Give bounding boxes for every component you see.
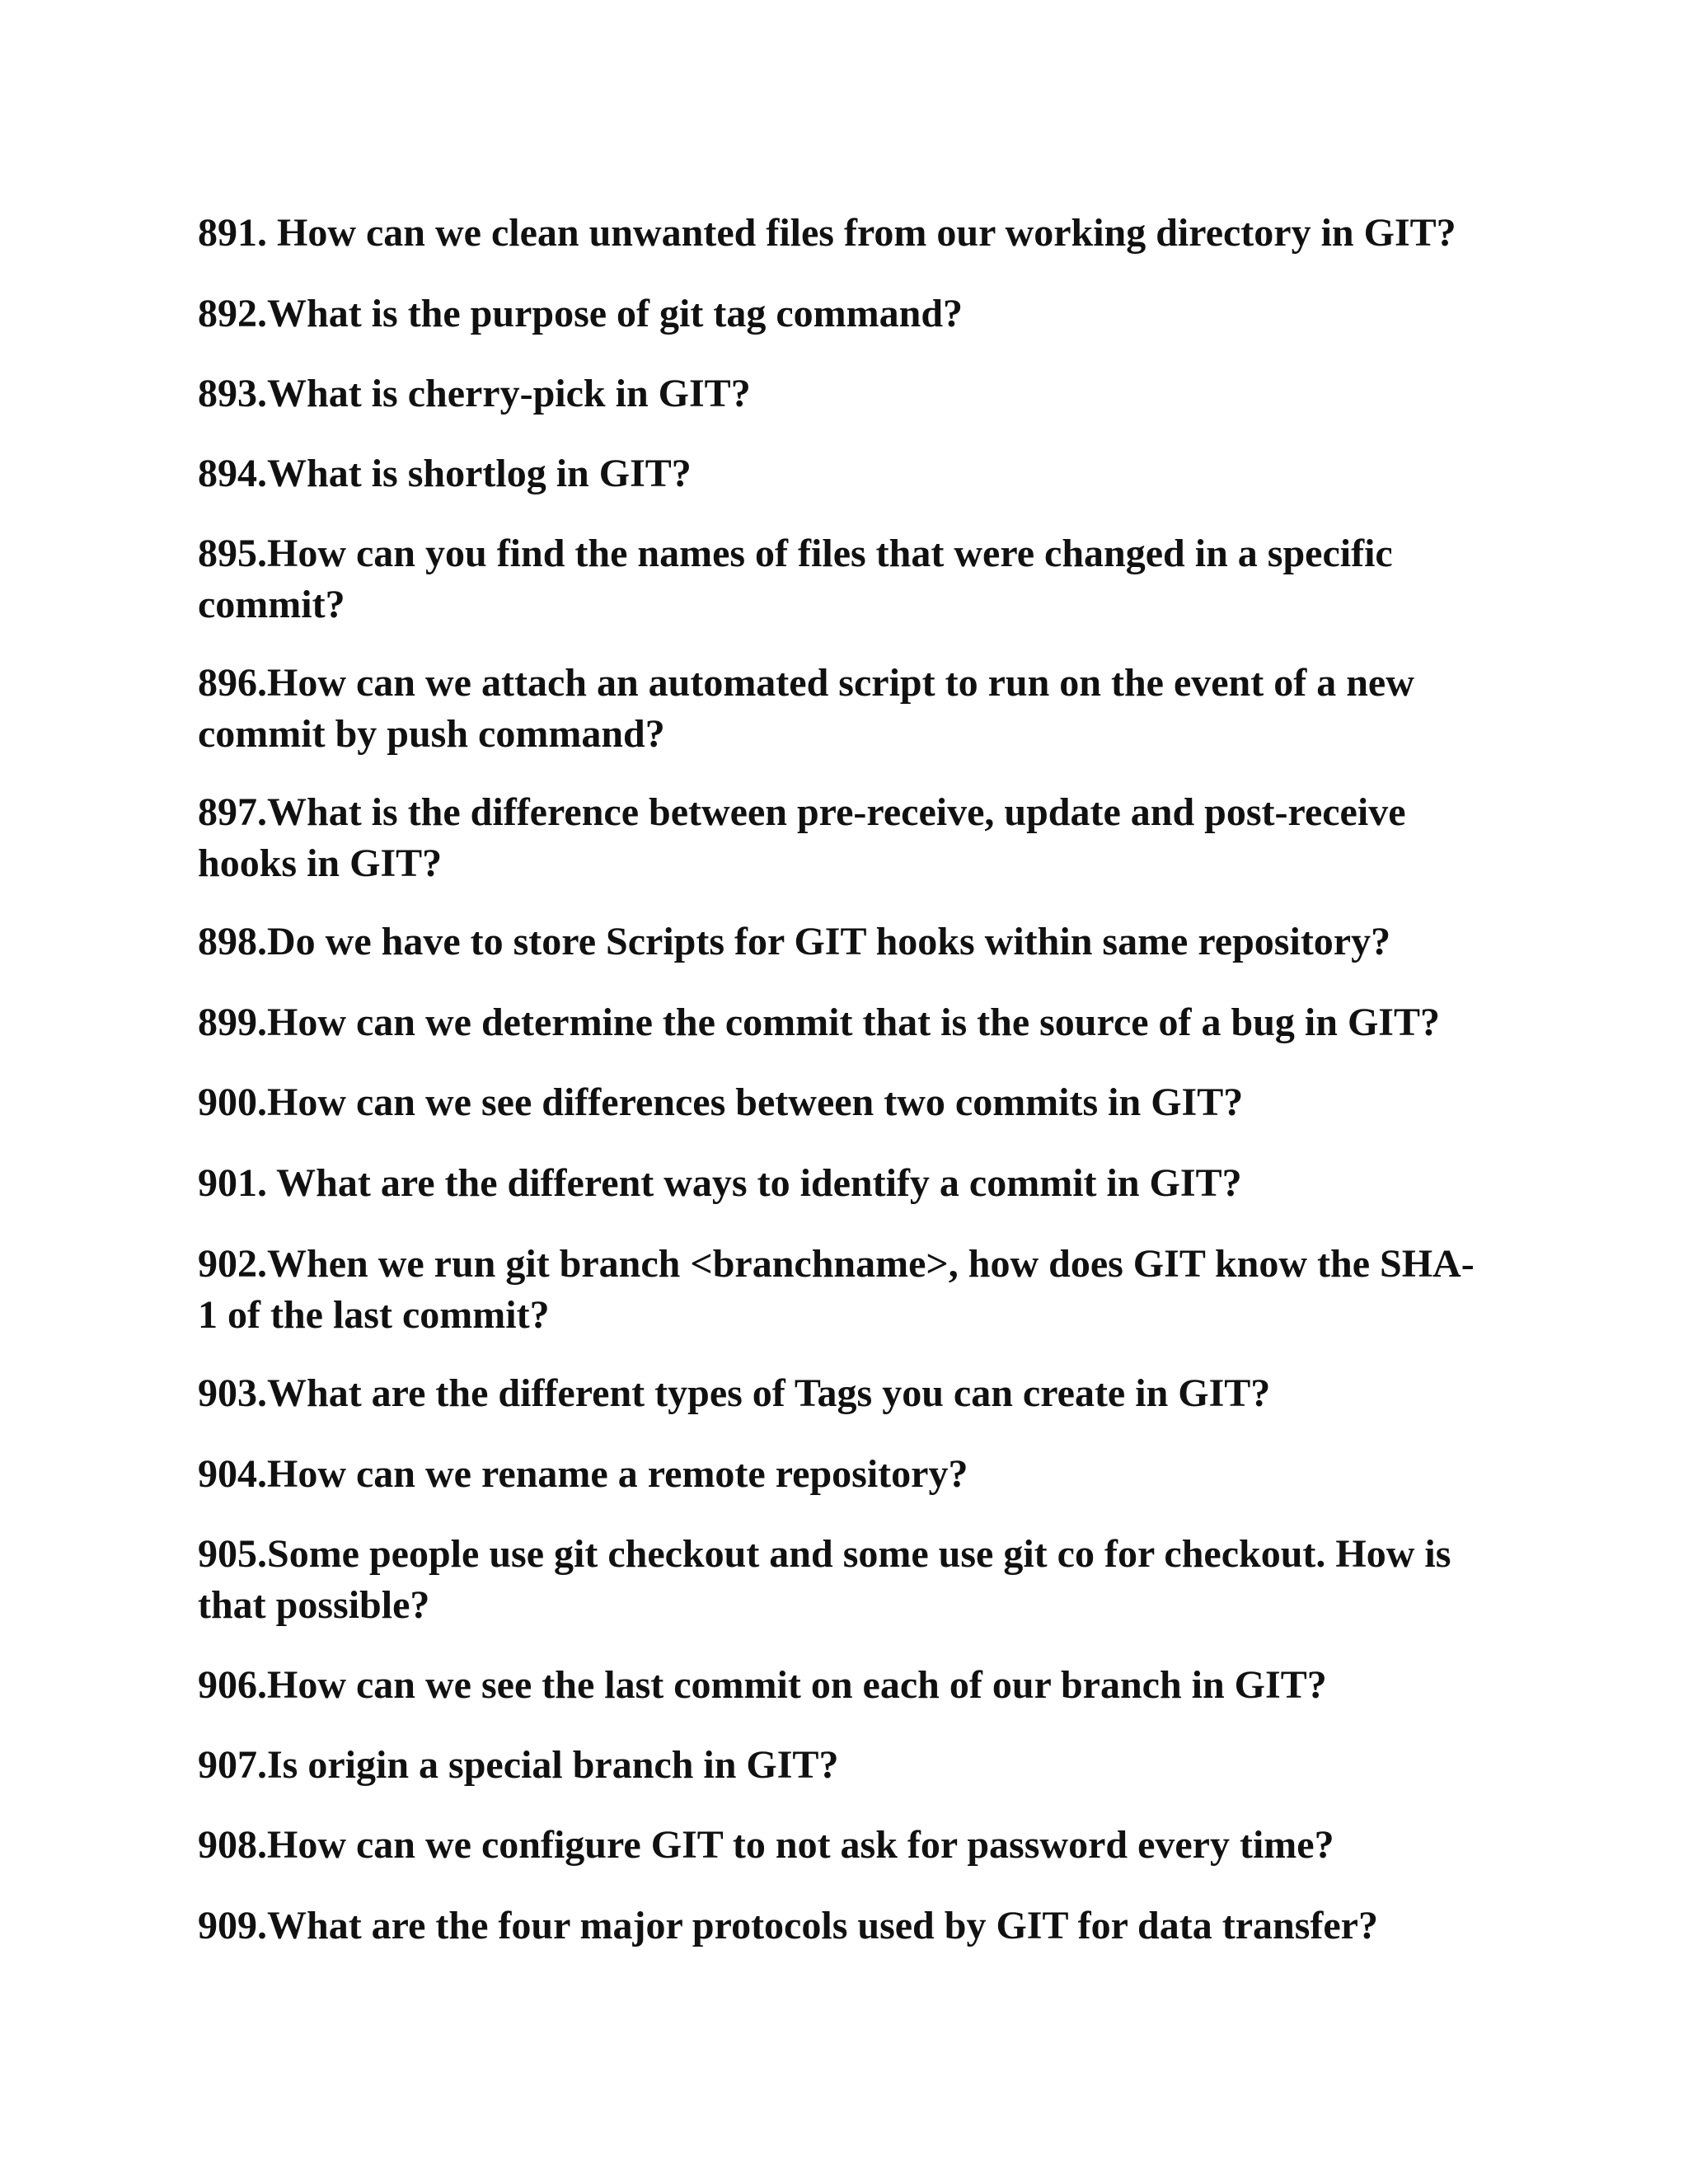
question-899: 899.How can we determine the commit that is the source of a bug in GIT? — [198, 1001, 1440, 1044]
question-908: 908.How can we configure GIT to not ask for password every time? — [198, 1823, 1334, 1867]
question-907: 907.Is origin a special branch in GIT? — [198, 1743, 839, 1787]
question-895: 895.How can you find the names of files that were changed in a specific commit? — [198, 532, 1393, 626]
question-906: 906.How can we see the last commit on each of our branch in GIT? — [198, 1663, 1327, 1707]
question-905: 905.Some people use git checkout and some use git co for checkout. How is that possible? — [198, 1532, 1451, 1627]
question-898: 898.Do we have to store Scripts for GIT hooks within same repository? — [198, 920, 1391, 963]
question-909: 909.What are the four major protocols used by GIT for data transfer? — [198, 1904, 1378, 1947]
question-903: 903.What are the different types of Tags you can create in GIT? — [198, 1371, 1271, 1415]
question-904: 904.How can we rename a remote repository? — [198, 1452, 968, 1496]
question-901: 901. What are the different ways to identify a commit in GIT? — [198, 1161, 1242, 1205]
question-893: 893.What is cherry-pick in GIT? — [198, 372, 751, 415]
question-896: 896.How can we attach an automated script to run on the event of a new commit by push command? — [198, 661, 1414, 756]
question-902: 902.When we run git branch <branchname>, how does GIT know the SHA-1 of the last commit? — [198, 1242, 1475, 1337]
question-897: 897.What is the difference between pre-receive, update and post-receive hooks in GIT? — [198, 790, 1406, 885]
question-892: 892.What is the purpose of git tag command? — [198, 292, 964, 335]
question-894: 894.What is shortlog in GIT? — [198, 452, 692, 495]
question-891: 891. How can we clean unwanted files from our working directory in GIT? — [198, 211, 1456, 255]
question-900: 900.How can we see differences between two commits in GIT? — [198, 1080, 1244, 1124]
